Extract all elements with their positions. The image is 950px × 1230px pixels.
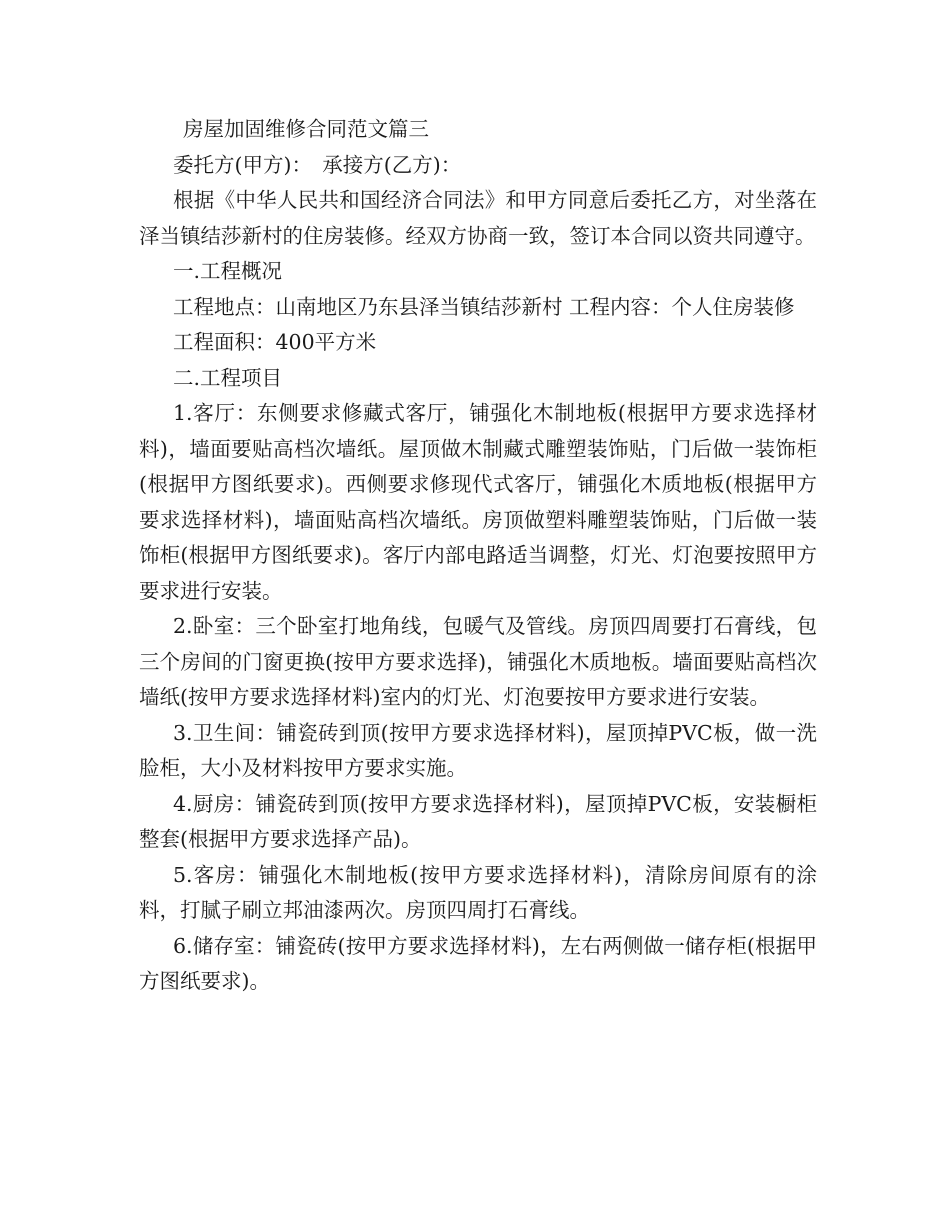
item-bedroom: 2.卧室：三个卧室打地角线，包暖气及管线。房顶四周要打石膏线，包三个房间的门窗更换(按甲方要求选择)，铺强化木质地板。墙面要贴高档次墙纸(按甲方要求选择材料)室内的灯光、灯泡要按甲方要求进行安装。	[139, 614, 817, 709]
document-title: 房屋加固维修合同范文篇三	[183, 117, 429, 141]
item-guest-room: 5.客房：铺强化木制地板(按甲方要求选择材料)，清除房间原有的涂料，打腻子刷立邦油漆两次。房顶四周打石膏线。	[139, 862, 817, 922]
document-body	[139, 112, 817, 1000]
item-kitchen: 4.厨房：铺瓷砖到顶(按甲方要求选择材料)，屋顶掉PVC板，安装橱柜整套(根据甲方要求选择产品)。	[139, 791, 817, 851]
section-heading-overview: 一.工程概况	[173, 259, 283, 283]
contract-preamble: 根据《中华人民共和国经济合同法》和甲方同意后委托乙方，对坐落在泽当镇结莎新村的住房装修。经双方协商一致，签订本合同以资共同遵守。	[139, 188, 817, 248]
item-bathroom: 3.卫生间：铺瓷砖到顶(按甲方要求选择材料)，屋顶掉PVC板，做一洗脸柜，大小及材料按甲方要求实施。	[139, 720, 817, 780]
item-living-room: 1.客厅：东侧要求修藏式客厅，铺强化木制地板(根据甲方要求选择材料)，墙面要贴高档次墙纸。屋顶做木制藏式雕塑装饰贴，门后做一装饰柜(根据甲方图纸要求)。西侧要求修现代式客厅，铺强化木质地板(根据甲方要求选择材料)，墙面贴高档次墙纸。房顶做塑料雕塑装饰贴，门后做一装饰柜(根据甲方图纸要求)。客厅内部电路适当调整，灯光、灯泡要按照甲方要求进行安装。	[139, 401, 817, 603]
project-area: 工程面积：400平方米	[173, 330, 377, 354]
project-location: 工程地点：山南地区乃东县泽当镇结莎新村 工程内容：个人住房装修	[173, 294, 795, 319]
item-storage-room: 6.储存室：铺瓷砖(按甲方要求选择材料)，左右两侧做一储存柜(根据甲方图纸要求)。	[139, 933, 817, 993]
contract-parties: 委托方(甲方)： 承接方(乙方)：	[173, 152, 462, 177]
section-heading-items: 二.工程项目	[173, 365, 283, 390]
